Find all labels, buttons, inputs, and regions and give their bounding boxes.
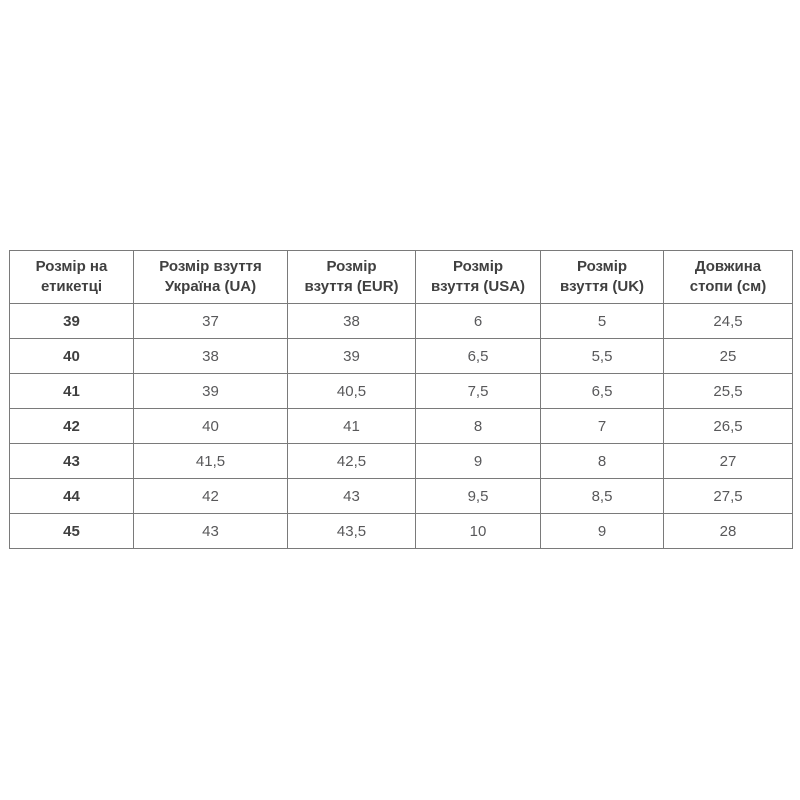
cell-ua-size: 39 xyxy=(134,374,288,409)
header-line: взуття (UK) xyxy=(559,278,645,295)
cell-usa-size: 9 xyxy=(416,444,541,479)
cell-usa-size: 10 xyxy=(416,514,541,549)
cell-eur-size: 40,5 xyxy=(288,374,416,409)
cell-foot-length: 25 xyxy=(664,339,793,374)
cell-usa-size: 9,5 xyxy=(416,479,541,514)
column-header-ua-size xyxy=(134,251,288,304)
cell-uk-size: 6,5 xyxy=(541,374,664,409)
table-row xyxy=(10,304,793,339)
cell-usa-size: 6,5 xyxy=(416,339,541,374)
table-row xyxy=(10,444,793,479)
shoe-size-conversion-table xyxy=(9,250,793,549)
cell-ua-size: 38 xyxy=(134,339,288,374)
table-row xyxy=(10,479,793,514)
column-header-uk-size xyxy=(541,251,664,304)
cell-usa-size: 6 xyxy=(416,304,541,339)
cell-eur-size: 42,5 xyxy=(288,444,416,479)
cell-eur-size: 43 xyxy=(288,479,416,514)
cell-ua-size: 37 xyxy=(134,304,288,339)
cell-label-size: 43 xyxy=(10,444,134,479)
cell-uk-size: 9 xyxy=(541,514,664,549)
cell-ua-size: 43 xyxy=(134,514,288,549)
header-line: Довжина xyxy=(694,257,762,275)
table-row xyxy=(10,409,793,444)
cell-foot-length: 25,5 xyxy=(664,374,793,409)
cell-ua-size: 42 xyxy=(134,479,288,514)
header-line: стопи (см) xyxy=(689,278,767,295)
cell-ua-size: 40 xyxy=(134,409,288,444)
cell-ua-size: 41,5 xyxy=(134,444,288,479)
cell-foot-length: 27,5 xyxy=(664,479,793,514)
header-line: Розмір xyxy=(452,257,504,275)
cell-label-size: 40 xyxy=(10,339,134,374)
cell-uk-size: 5 xyxy=(541,304,664,339)
cell-label-size: 45 xyxy=(10,514,134,549)
cell-eur-size: 41 xyxy=(288,409,416,444)
column-header-eur-size xyxy=(288,251,416,304)
cell-usa-size: 7,5 xyxy=(416,374,541,409)
cell-label-size: 39 xyxy=(10,304,134,339)
cell-label-size: 41 xyxy=(10,374,134,409)
header-line: Розмір взуття xyxy=(159,257,262,275)
cell-label-size: 44 xyxy=(10,479,134,514)
cell-uk-size: 7 xyxy=(541,409,664,444)
cell-foot-length: 26,5 xyxy=(664,409,793,444)
cell-uk-size: 8 xyxy=(541,444,664,479)
cell-eur-size: 43,5 xyxy=(288,514,416,549)
cell-uk-size: 5,5 xyxy=(541,339,664,374)
header-line: Україна (UA) xyxy=(164,278,257,295)
table-row xyxy=(10,514,793,549)
header-row xyxy=(10,251,793,304)
table-row xyxy=(10,374,793,409)
column-header-label-size xyxy=(10,251,134,304)
cell-eur-size: 39 xyxy=(288,339,416,374)
header-line: Розмір xyxy=(326,257,377,275)
header-line: взуття (USA) xyxy=(430,278,526,295)
cell-usa-size: 8 xyxy=(416,409,541,444)
cell-foot-length: 27 xyxy=(664,444,793,479)
header-line: етикетці xyxy=(40,278,103,295)
column-header-usa-size xyxy=(416,251,541,304)
cell-uk-size: 8,5 xyxy=(541,479,664,514)
header-line: взуття (EUR) xyxy=(304,278,399,295)
cell-label-size: 42 xyxy=(10,409,134,444)
cell-foot-length: 28 xyxy=(664,514,793,549)
table-row xyxy=(10,339,793,374)
header-line: Розмір xyxy=(576,257,628,275)
cell-eur-size: 38 xyxy=(288,304,416,339)
cell-foot-length: 24,5 xyxy=(664,304,793,339)
header-line: Розмір на xyxy=(35,257,108,275)
column-header-foot-length xyxy=(664,251,793,304)
